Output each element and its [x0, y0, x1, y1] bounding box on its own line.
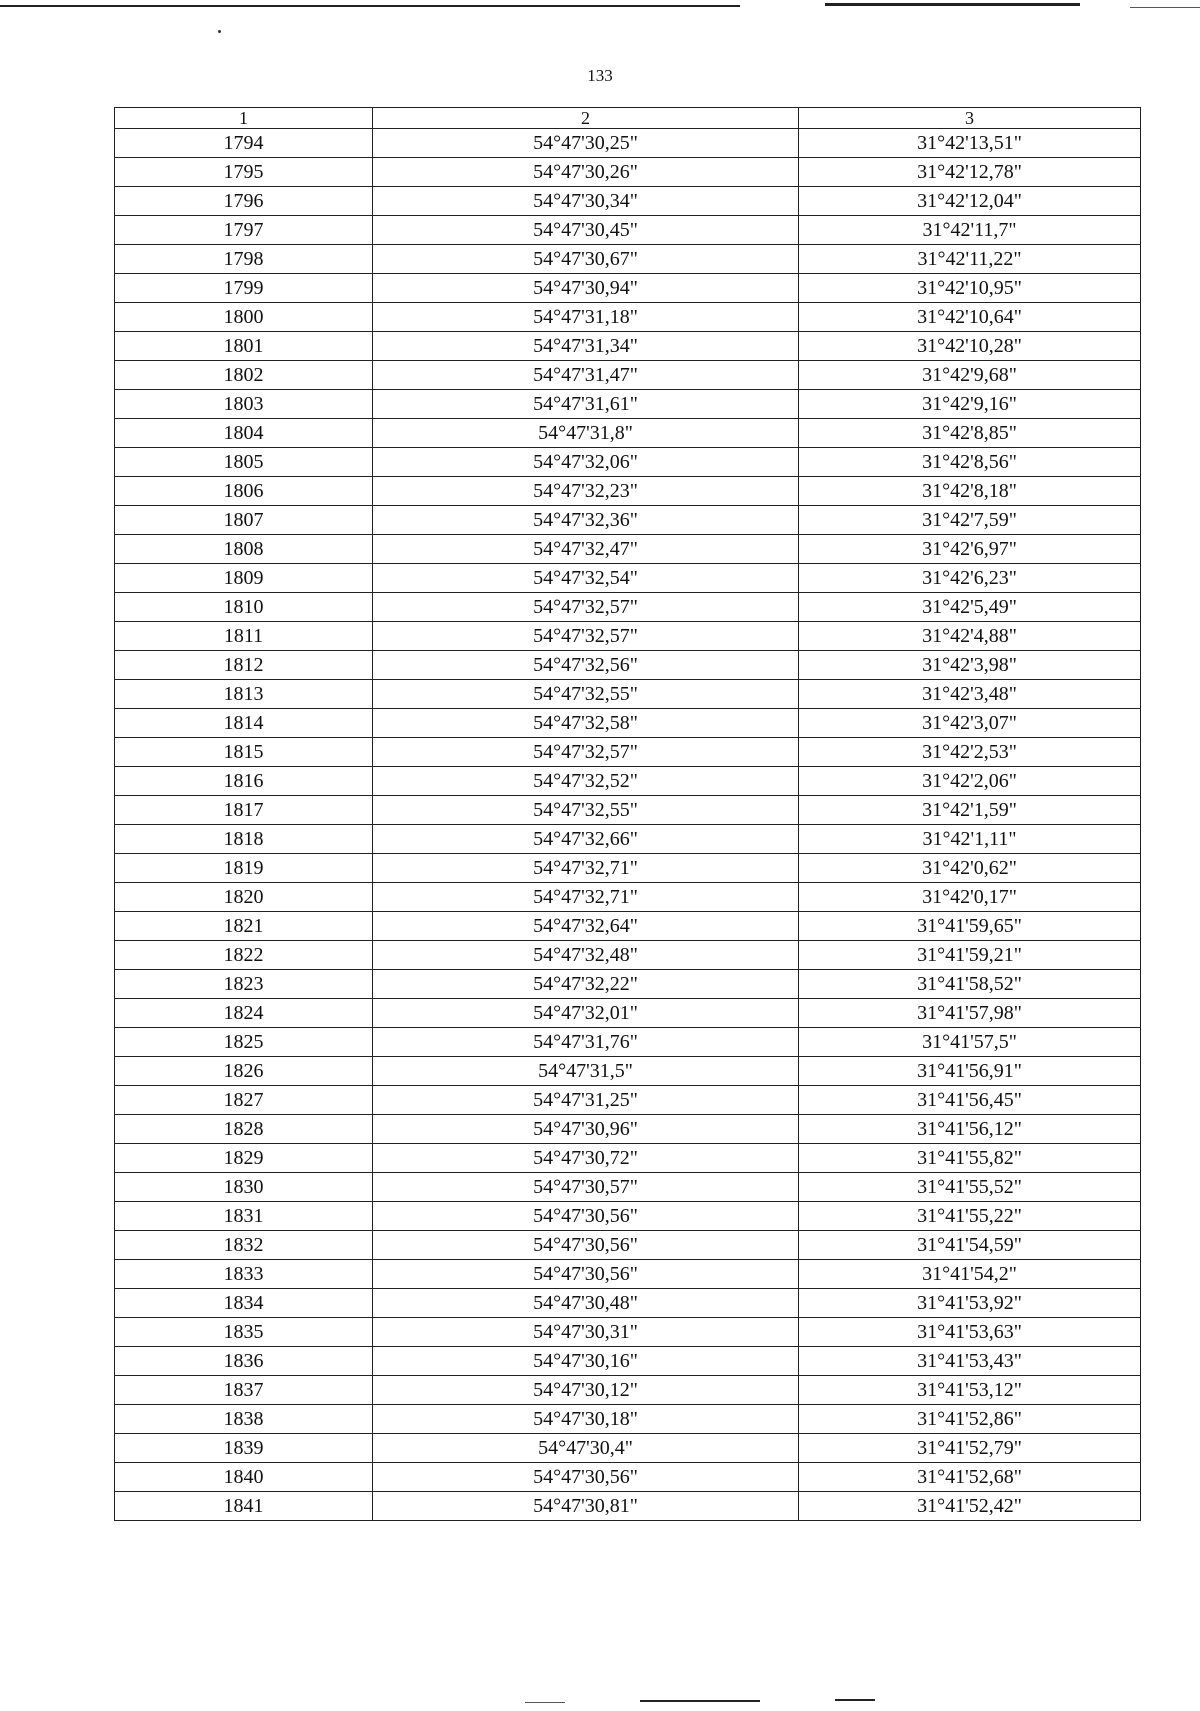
latitude-cell: 54°47'31,8"	[373, 419, 799, 448]
table-row	[115, 506, 1141, 535]
longitude-cell: 31°42'1,11"	[799, 825, 1141, 854]
table-row	[115, 796, 1141, 825]
table-row	[115, 1028, 1141, 1057]
table-row	[115, 622, 1141, 651]
longitude-cell: 31°42'5,49"	[799, 593, 1141, 622]
point-number-cell: 1818	[115, 825, 373, 854]
latitude-cell: 54°47'32,01"	[373, 999, 799, 1028]
page-number: 133	[587, 66, 613, 85]
scan-edge-line	[825, 3, 1080, 6]
point-number-cell: 1804	[115, 419, 373, 448]
table-row	[115, 999, 1141, 1028]
point-number-cell: 1802	[115, 361, 373, 390]
longitude-cell: 31°42'12,04"	[799, 187, 1141, 216]
longitude-cell: 31°41'54,2"	[799, 1260, 1141, 1289]
table-row	[115, 1202, 1141, 1231]
latitude-cell: 54°47'30,48"	[373, 1289, 799, 1318]
table-row	[115, 1173, 1141, 1202]
point-number-cell: 1799	[115, 274, 373, 303]
table-row	[115, 419, 1141, 448]
scan-edge-line	[835, 1699, 875, 1701]
scan-edge-line	[1130, 7, 1200, 8]
point-number-cell: 1812	[115, 651, 373, 680]
table-row	[115, 303, 1141, 332]
table-row	[115, 477, 1141, 506]
longitude-cell: 31°41'55,22"	[799, 1202, 1141, 1231]
longitude-cell: 31°42'3,07"	[799, 709, 1141, 738]
longitude-cell: 31°41'53,43"	[799, 1347, 1141, 1376]
point-number-cell: 1841	[115, 1492, 373, 1521]
table-row	[115, 361, 1141, 390]
point-number-cell: 1819	[115, 854, 373, 883]
table-row	[115, 593, 1141, 622]
longitude-cell: 31°42'0,17"	[799, 883, 1141, 912]
longitude-cell: 31°41'57,98"	[799, 999, 1141, 1028]
point-number-cell: 1829	[115, 1144, 373, 1173]
latitude-cell: 54°47'30,16"	[373, 1347, 799, 1376]
table-row	[115, 158, 1141, 187]
longitude-cell: 31°42'12,78"	[799, 158, 1141, 187]
table-row	[115, 535, 1141, 564]
latitude-cell: 54°47'31,76"	[373, 1028, 799, 1057]
latitude-cell: 54°47'32,57"	[373, 738, 799, 767]
point-number-cell: 1806	[115, 477, 373, 506]
table-row	[115, 129, 1141, 158]
latitude-cell: 54°47'30,56"	[373, 1463, 799, 1492]
latitude-cell: 54°47'30,72"	[373, 1144, 799, 1173]
longitude-cell: 31°41'57,5"	[799, 1028, 1141, 1057]
table-row	[115, 941, 1141, 970]
point-number-cell: 1821	[115, 912, 373, 941]
longitude-cell: 31°42'3,98"	[799, 651, 1141, 680]
longitude-cell: 31°42'2,53"	[799, 738, 1141, 767]
point-number-cell: 1796	[115, 187, 373, 216]
longitude-cell: 31°42'11,22"	[799, 245, 1141, 274]
latitude-cell: 54°47'32,22"	[373, 970, 799, 999]
point-number-cell: 1801	[115, 332, 373, 361]
point-number-cell: 1828	[115, 1115, 373, 1144]
table-row	[115, 332, 1141, 361]
latitude-cell: 54°47'32,52"	[373, 767, 799, 796]
table-row	[115, 1231, 1141, 1260]
table-row	[115, 912, 1141, 941]
point-number-cell: 1811	[115, 622, 373, 651]
table-row	[115, 1318, 1141, 1347]
longitude-cell: 31°42'6,23"	[799, 564, 1141, 593]
longitude-cell: 31°42'9,68"	[799, 361, 1141, 390]
point-number-cell: 1840	[115, 1463, 373, 1492]
latitude-cell: 54°47'30,34"	[373, 187, 799, 216]
longitude-cell: 31°42'8,56"	[799, 448, 1141, 477]
point-number-cell: 1810	[115, 593, 373, 622]
longitude-cell: 31°42'10,28"	[799, 332, 1141, 361]
longitude-cell: 31°41'55,52"	[799, 1173, 1141, 1202]
longitude-cell: 31°41'58,52"	[799, 970, 1141, 999]
point-number-cell: 1814	[115, 709, 373, 738]
longitude-cell: 31°41'52,79"	[799, 1434, 1141, 1463]
latitude-cell: 54°47'30,25"	[373, 129, 799, 158]
longitude-cell: 31°41'52,86"	[799, 1405, 1141, 1434]
latitude-cell: 54°47'32,48"	[373, 941, 799, 970]
table-row	[115, 274, 1141, 303]
latitude-cell: 54°47'31,61"	[373, 390, 799, 419]
latitude-cell: 54°47'31,47"	[373, 361, 799, 390]
longitude-cell: 31°41'52,68"	[799, 1463, 1141, 1492]
latitude-cell: 54°47'32,47"	[373, 535, 799, 564]
longitude-cell: 31°42'4,88"	[799, 622, 1141, 651]
point-number-cell: 1795	[115, 158, 373, 187]
longitude-cell: 31°42'11,7"	[799, 216, 1141, 245]
point-number-cell: 1813	[115, 680, 373, 709]
latitude-cell: 54°47'31,5"	[373, 1057, 799, 1086]
scan-edge-line	[0, 5, 740, 7]
longitude-cell: 31°41'56,45"	[799, 1086, 1141, 1115]
latitude-cell: 54°47'32,54"	[373, 564, 799, 593]
latitude-cell: 54°47'30,56"	[373, 1231, 799, 1260]
latitude-cell: 54°47'32,66"	[373, 825, 799, 854]
latitude-cell: 54°47'32,71"	[373, 854, 799, 883]
longitude-cell: 31°41'52,42"	[799, 1492, 1141, 1521]
latitude-cell: 54°47'30,18"	[373, 1405, 799, 1434]
table-row	[115, 1144, 1141, 1173]
longitude-cell: 31°41'53,63"	[799, 1318, 1141, 1347]
table-row	[115, 1086, 1141, 1115]
latitude-cell: 54°47'30,12"	[373, 1376, 799, 1405]
latitude-cell: 54°47'32,23"	[373, 477, 799, 506]
point-number-cell: 1830	[115, 1173, 373, 1202]
longitude-cell: 31°41'53,92"	[799, 1289, 1141, 1318]
latitude-cell: 54°47'30,56"	[373, 1202, 799, 1231]
scan-edge-line	[640, 1700, 760, 1702]
table-row	[115, 216, 1141, 245]
longitude-cell: 31°42'7,59"	[799, 506, 1141, 535]
latitude-cell: 54°47'32,71"	[373, 883, 799, 912]
table-header-row	[115, 108, 1141, 129]
longitude-cell: 31°42'0,62"	[799, 854, 1141, 883]
table-row	[115, 1289, 1141, 1318]
latitude-cell: 54°47'30,57"	[373, 1173, 799, 1202]
latitude-cell: 54°47'30,45"	[373, 216, 799, 245]
scan-speck	[218, 30, 221, 33]
longitude-cell: 31°42'8,18"	[799, 477, 1141, 506]
point-number-cell: 1827	[115, 1086, 373, 1115]
longitude-cell: 31°42'2,06"	[799, 767, 1141, 796]
latitude-cell: 54°47'32,06"	[373, 448, 799, 477]
latitude-cell: 54°47'30,96"	[373, 1115, 799, 1144]
point-number-cell: 1808	[115, 535, 373, 564]
table-row	[115, 1260, 1141, 1289]
table-row	[115, 970, 1141, 999]
table-row	[115, 1347, 1141, 1376]
table-row	[115, 1434, 1141, 1463]
table-row	[115, 1057, 1141, 1086]
latitude-cell: 54°47'32,57"	[373, 593, 799, 622]
table-row	[115, 709, 1141, 738]
point-number-cell: 1803	[115, 390, 373, 419]
table-row	[115, 448, 1141, 477]
longitude-cell: 31°42'10,64"	[799, 303, 1141, 332]
longitude-cell: 31°41'55,82"	[799, 1144, 1141, 1173]
scan-edge-line	[525, 1702, 565, 1703]
latitude-cell: 54°47'32,56"	[373, 651, 799, 680]
table-body	[115, 129, 1141, 1521]
point-number-cell: 1798	[115, 245, 373, 274]
longitude-cell: 31°42'9,16"	[799, 390, 1141, 419]
table-row	[115, 187, 1141, 216]
point-number-cell: 1794	[115, 129, 373, 158]
table-row	[115, 651, 1141, 680]
longitude-cell: 31°42'6,97"	[799, 535, 1141, 564]
longitude-cell: 31°41'53,12"	[799, 1376, 1141, 1405]
latitude-cell: 54°47'31,18"	[373, 303, 799, 332]
point-number-cell: 1809	[115, 564, 373, 593]
longitude-cell: 31°42'3,48"	[799, 680, 1141, 709]
point-number-cell: 1823	[115, 970, 373, 999]
table-row	[115, 767, 1141, 796]
latitude-cell: 54°47'32,55"	[373, 680, 799, 709]
latitude-cell: 54°47'30,31"	[373, 1318, 799, 1347]
latitude-cell: 54°47'32,57"	[373, 622, 799, 651]
point-number-cell: 1839	[115, 1434, 373, 1463]
longitude-cell: 31°41'59,21"	[799, 941, 1141, 970]
table-row	[115, 825, 1141, 854]
table-row	[115, 1405, 1141, 1434]
table-row	[115, 1115, 1141, 1144]
latitude-cell: 54°47'30,56"	[373, 1260, 799, 1289]
column-header-longitude: 3	[799, 108, 1141, 129]
point-number-cell: 1832	[115, 1231, 373, 1260]
longitude-cell: 31°42'8,85"	[799, 419, 1141, 448]
latitude-cell: 54°47'30,4"	[373, 1434, 799, 1463]
table-row	[115, 1376, 1141, 1405]
table-row	[115, 564, 1141, 593]
table-row	[115, 1492, 1141, 1521]
point-number-cell: 1805	[115, 448, 373, 477]
column-header-latitude: 2	[373, 108, 799, 129]
point-number-cell: 1816	[115, 767, 373, 796]
coordinates-table	[114, 107, 1141, 1521]
latitude-cell: 54°47'31,34"	[373, 332, 799, 361]
point-number-cell: 1807	[115, 506, 373, 535]
latitude-cell: 54°47'30,67"	[373, 245, 799, 274]
point-number-cell: 1837	[115, 1376, 373, 1405]
point-number-cell: 1831	[115, 1202, 373, 1231]
table-row	[115, 1463, 1141, 1492]
table-row	[115, 854, 1141, 883]
point-number-cell: 1797	[115, 216, 373, 245]
table-row	[115, 680, 1141, 709]
longitude-cell: 31°42'10,95"	[799, 274, 1141, 303]
latitude-cell: 54°47'30,81"	[373, 1492, 799, 1521]
column-header-point-number: 1	[115, 108, 373, 129]
table-row	[115, 390, 1141, 419]
latitude-cell: 54°47'31,25"	[373, 1086, 799, 1115]
point-number-cell: 1817	[115, 796, 373, 825]
table-row	[115, 245, 1141, 274]
latitude-cell: 54°47'32,55"	[373, 796, 799, 825]
longitude-cell: 31°41'59,65"	[799, 912, 1141, 941]
longitude-cell: 31°42'13,51"	[799, 129, 1141, 158]
point-number-cell: 1824	[115, 999, 373, 1028]
point-number-cell: 1825	[115, 1028, 373, 1057]
point-number-cell: 1834	[115, 1289, 373, 1318]
longitude-cell: 31°41'56,91"	[799, 1057, 1141, 1086]
point-number-cell: 1822	[115, 941, 373, 970]
point-number-cell: 1815	[115, 738, 373, 767]
longitude-cell: 31°41'54,59"	[799, 1231, 1141, 1260]
latitude-cell: 54°47'32,36"	[373, 506, 799, 535]
table-row	[115, 883, 1141, 912]
point-number-cell: 1835	[115, 1318, 373, 1347]
longitude-cell: 31°41'56,12"	[799, 1115, 1141, 1144]
point-number-cell: 1836	[115, 1347, 373, 1376]
latitude-cell: 54°47'32,58"	[373, 709, 799, 738]
point-number-cell: 1833	[115, 1260, 373, 1289]
point-number-cell: 1820	[115, 883, 373, 912]
longitude-cell: 31°42'1,59"	[799, 796, 1141, 825]
latitude-cell: 54°47'30,94"	[373, 274, 799, 303]
point-number-cell: 1826	[115, 1057, 373, 1086]
latitude-cell: 54°47'32,64"	[373, 912, 799, 941]
point-number-cell: 1800	[115, 303, 373, 332]
point-number-cell: 1838	[115, 1405, 373, 1434]
latitude-cell: 54°47'30,26"	[373, 158, 799, 187]
table-row	[115, 738, 1141, 767]
